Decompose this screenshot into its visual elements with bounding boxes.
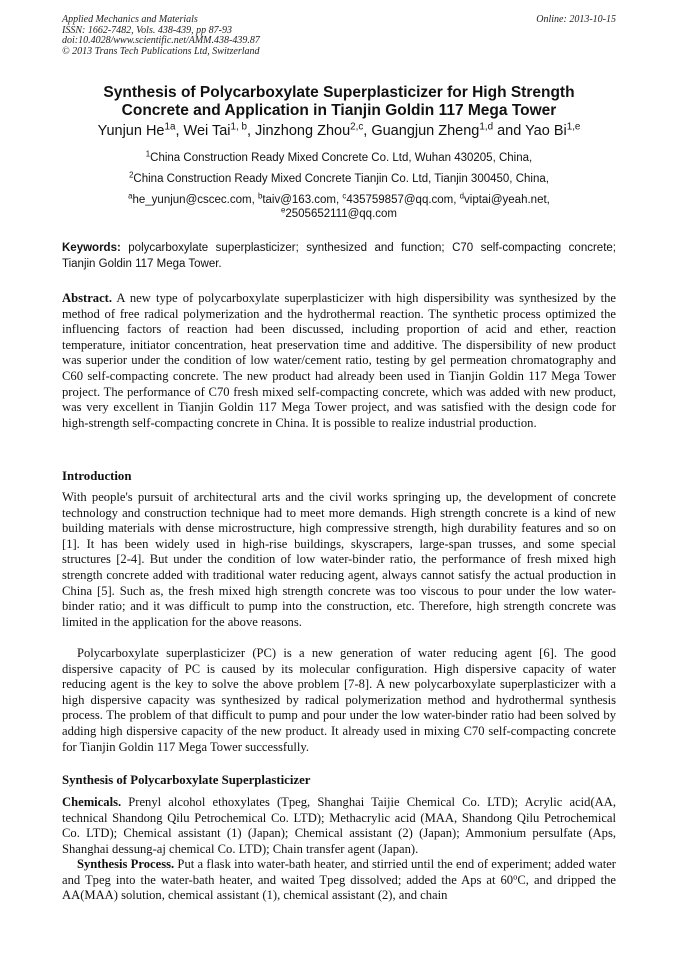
- synthesis-process-text: Put a flask into water-bath heater, and stirried until the end of experiment; added water and Tpeg into the water-bath heater, and waited Tpeg dissolved; added the Aps at 60: [62, 857, 616, 887]
- title-line-1: Synthesis of Polycarboxylate Superplasticizer for High Strength: [103, 84, 575, 101]
- affiliation-text: China Construction Ready Mixed Concrete Co. Ltd, Wuhan 430205, China,: [150, 152, 533, 164]
- affiliation-mark: 2: [129, 170, 134, 180]
- author-affiliation-mark: 1a: [164, 121, 176, 133]
- author-name: Yao Bi: [525, 123, 567, 139]
- author-list: [62, 122, 616, 140]
- paper-title: [62, 84, 616, 120]
- journal-header: [62, 15, 616, 57]
- abstract: [62, 291, 616, 431]
- author-name: Jinzhong Zhou: [255, 123, 351, 139]
- email-d[interactable]: viptai@yeah.net,: [464, 194, 550, 206]
- synthesis-process-label: Synthesis Process.: [77, 857, 175, 871]
- online-date: Online: 2013-10-15: [536, 14, 616, 25]
- introduction-paragraph-1: With people's pursuit of architectural arts and the civil works springing up, the development of concrete technology and construction technique had to meet more demands. High strength concrete is a kind of new building materials with dense microstructure, high compressive strength, high durability features and so on [1]. It has been widely used in high-rise buildings, skyscrapers, large-span trusses, and some special structures [2-4]. But under the condition of low water-binder ratio, the performance of fresh mixed high strength concrete added with traditional water reducing agent, always cannot satisfy the actual production in China [5]. Such as, the fresh mixed high strength concrete was too viscous to pour under the low water-binder ratio; and it was difficult to pump into the construction, etc. Therefore, high strength concrete was limited in the application for the above reasons.: [62, 490, 616, 629]
- email-mark: c: [342, 191, 347, 201]
- email-e[interactable]: 2505652111@qq.com: [285, 208, 397, 220]
- introduction-paragraph-2: Polycarboxylate superplasticizer (PC) is a new generation of water reducing agent [6]. The good dispersive capacity of PC is caused by its molecular configuration. High dispersive capacity of water reducing agent is the key to solve the above problem [7-8]. A new polycarboxylate superplasticizer with a high dispersive capacity was synthesized by radical polymerization method and hydrothermal synthesis process. The problem of that difficult to pump and pour under the low water-binder ratio had been solved by adding high dispersive capacity of the new product. It already used in mixing C70 self-compacting concrete for Tianjin Goldin 117 Mega Tower successfully.: [62, 646, 616, 754]
- email-mark: e: [281, 205, 286, 215]
- author-separator: ,: [363, 123, 372, 139]
- email-b[interactable]: taiv@163.com,: [262, 194, 343, 206]
- chemicals-text: Prenyl alcohol ethoxylates (Tpeg, Shanghai Taijie Chemical Co. LTD); Acrylic acid(AA, technical Shandong Qilu Petrochemical Co. LTD); Methacrylic acid (MAA, Shandong Qilu Petrochemical Co. LTD); Chemical assistant (1) (Japan); Chemical assistant (2) (Japan); Ammonium persulfate (Aps, Shanghai dessung-aj chemical Co. LTD); Chain transfer agent (Japan).: [62, 795, 616, 856]
- author-name: Yunjun He: [97, 123, 165, 139]
- author-name: Wei Tai: [183, 123, 231, 139]
- keywords: [62, 241, 616, 272]
- issn-line: ISSN: 1662-7482, Vols. 438-439, pp 87-93: [62, 24, 232, 36]
- copyright-line: © 2013 Trans Tech Publications Ltd, Switzerland: [62, 45, 260, 57]
- affiliation-mark: 1: [145, 149, 151, 159]
- chemicals-paragraph: [62, 795, 616, 857]
- author-separator: ,: [175, 123, 184, 139]
- author-affiliation-mark: 1, b: [230, 121, 247, 133]
- abstract-text: A new type of polycarboxylate superplasticizer with high dispersibility was synthesized by the method of free radical polymerization and the hydrothermal reaction. The synthetic process optimized the influencing factors of reaction had been discussed, including proportion of acid and ether, reaction temperature, initiator concentration, heat preservation time and additive. The dispersibility of new product was superior under the condition of low water/cement ratio, testing by gel permeation chromatography and C60 self-compacting concrete. The new product had already been used in Tianjin Goldin 117 Mega Tower project. The performance of C70 fresh mixed self-compacting concrete, which was added with new product, was very excellent in Tianjin Goldin 117 Mega Tower project, and was satisfied with the design code for high-strength self-compacting concrete in China. It is possible to realize industrial production.: [62, 291, 616, 430]
- synthesis-process-text-cont: C, and dripped the AA(MAA) solution, chemical assistant (1), chemical assistant (2), and chain: [62, 872, 616, 903]
- author-affiliation-mark: 1,e: [566, 121, 581, 133]
- author-emails: [62, 193, 616, 207]
- abstract-label: Abstract.: [62, 291, 113, 305]
- keywords-label: Keywords:: [62, 242, 121, 254]
- email-mark: a: [128, 191, 133, 201]
- email-mark: b: [257, 191, 263, 201]
- degree-mark: o: [513, 870, 518, 881]
- section-heading-introduction: Introduction: [62, 469, 132, 483]
- affiliation-1: [62, 151, 616, 165]
- section-heading-synthesis: Synthesis of Polycarboxylate Superplasticizer: [62, 773, 311, 787]
- title-line-2: Concrete and Application in Tianjin Goldin 117 Mega Tower: [121, 102, 557, 119]
- author-affiliation-mark: 1,d: [479, 121, 494, 133]
- author-affiliation-mark: 2,c: [350, 121, 364, 133]
- synthesis-process-paragraph: [62, 857, 616, 904]
- chemicals-label: Chemicals.: [62, 795, 122, 809]
- keywords-text: polycarboxylate superplasticizer; synthesized and function; C70 self-compacting concrete; Tianjin Goldin 117 Mega Tower.: [62, 242, 616, 270]
- affiliation-text: China Construction Ready Mixed Concrete Tianjin Co. Ltd, Tianjin 300450, China,: [133, 173, 549, 185]
- journal-name: Applied Mechanics and Materials: [62, 14, 198, 25]
- email-c[interactable]: 435759857@qq.com,: [346, 194, 460, 206]
- email-mark: d: [459, 191, 465, 201]
- email-a[interactable]: he_yunjun@cscec.com,: [132, 194, 258, 206]
- author-emails-line-2: [62, 207, 616, 221]
- author-name: Guangjun Zheng: [371, 123, 480, 139]
- author-separator: ,: [246, 123, 256, 139]
- affiliation-2: [62, 172, 616, 186]
- doi-line[interactable]: doi:10.4028/www.scientific.net/AMM.438-439.87: [62, 35, 260, 46]
- author-separator: and: [493, 123, 526, 139]
